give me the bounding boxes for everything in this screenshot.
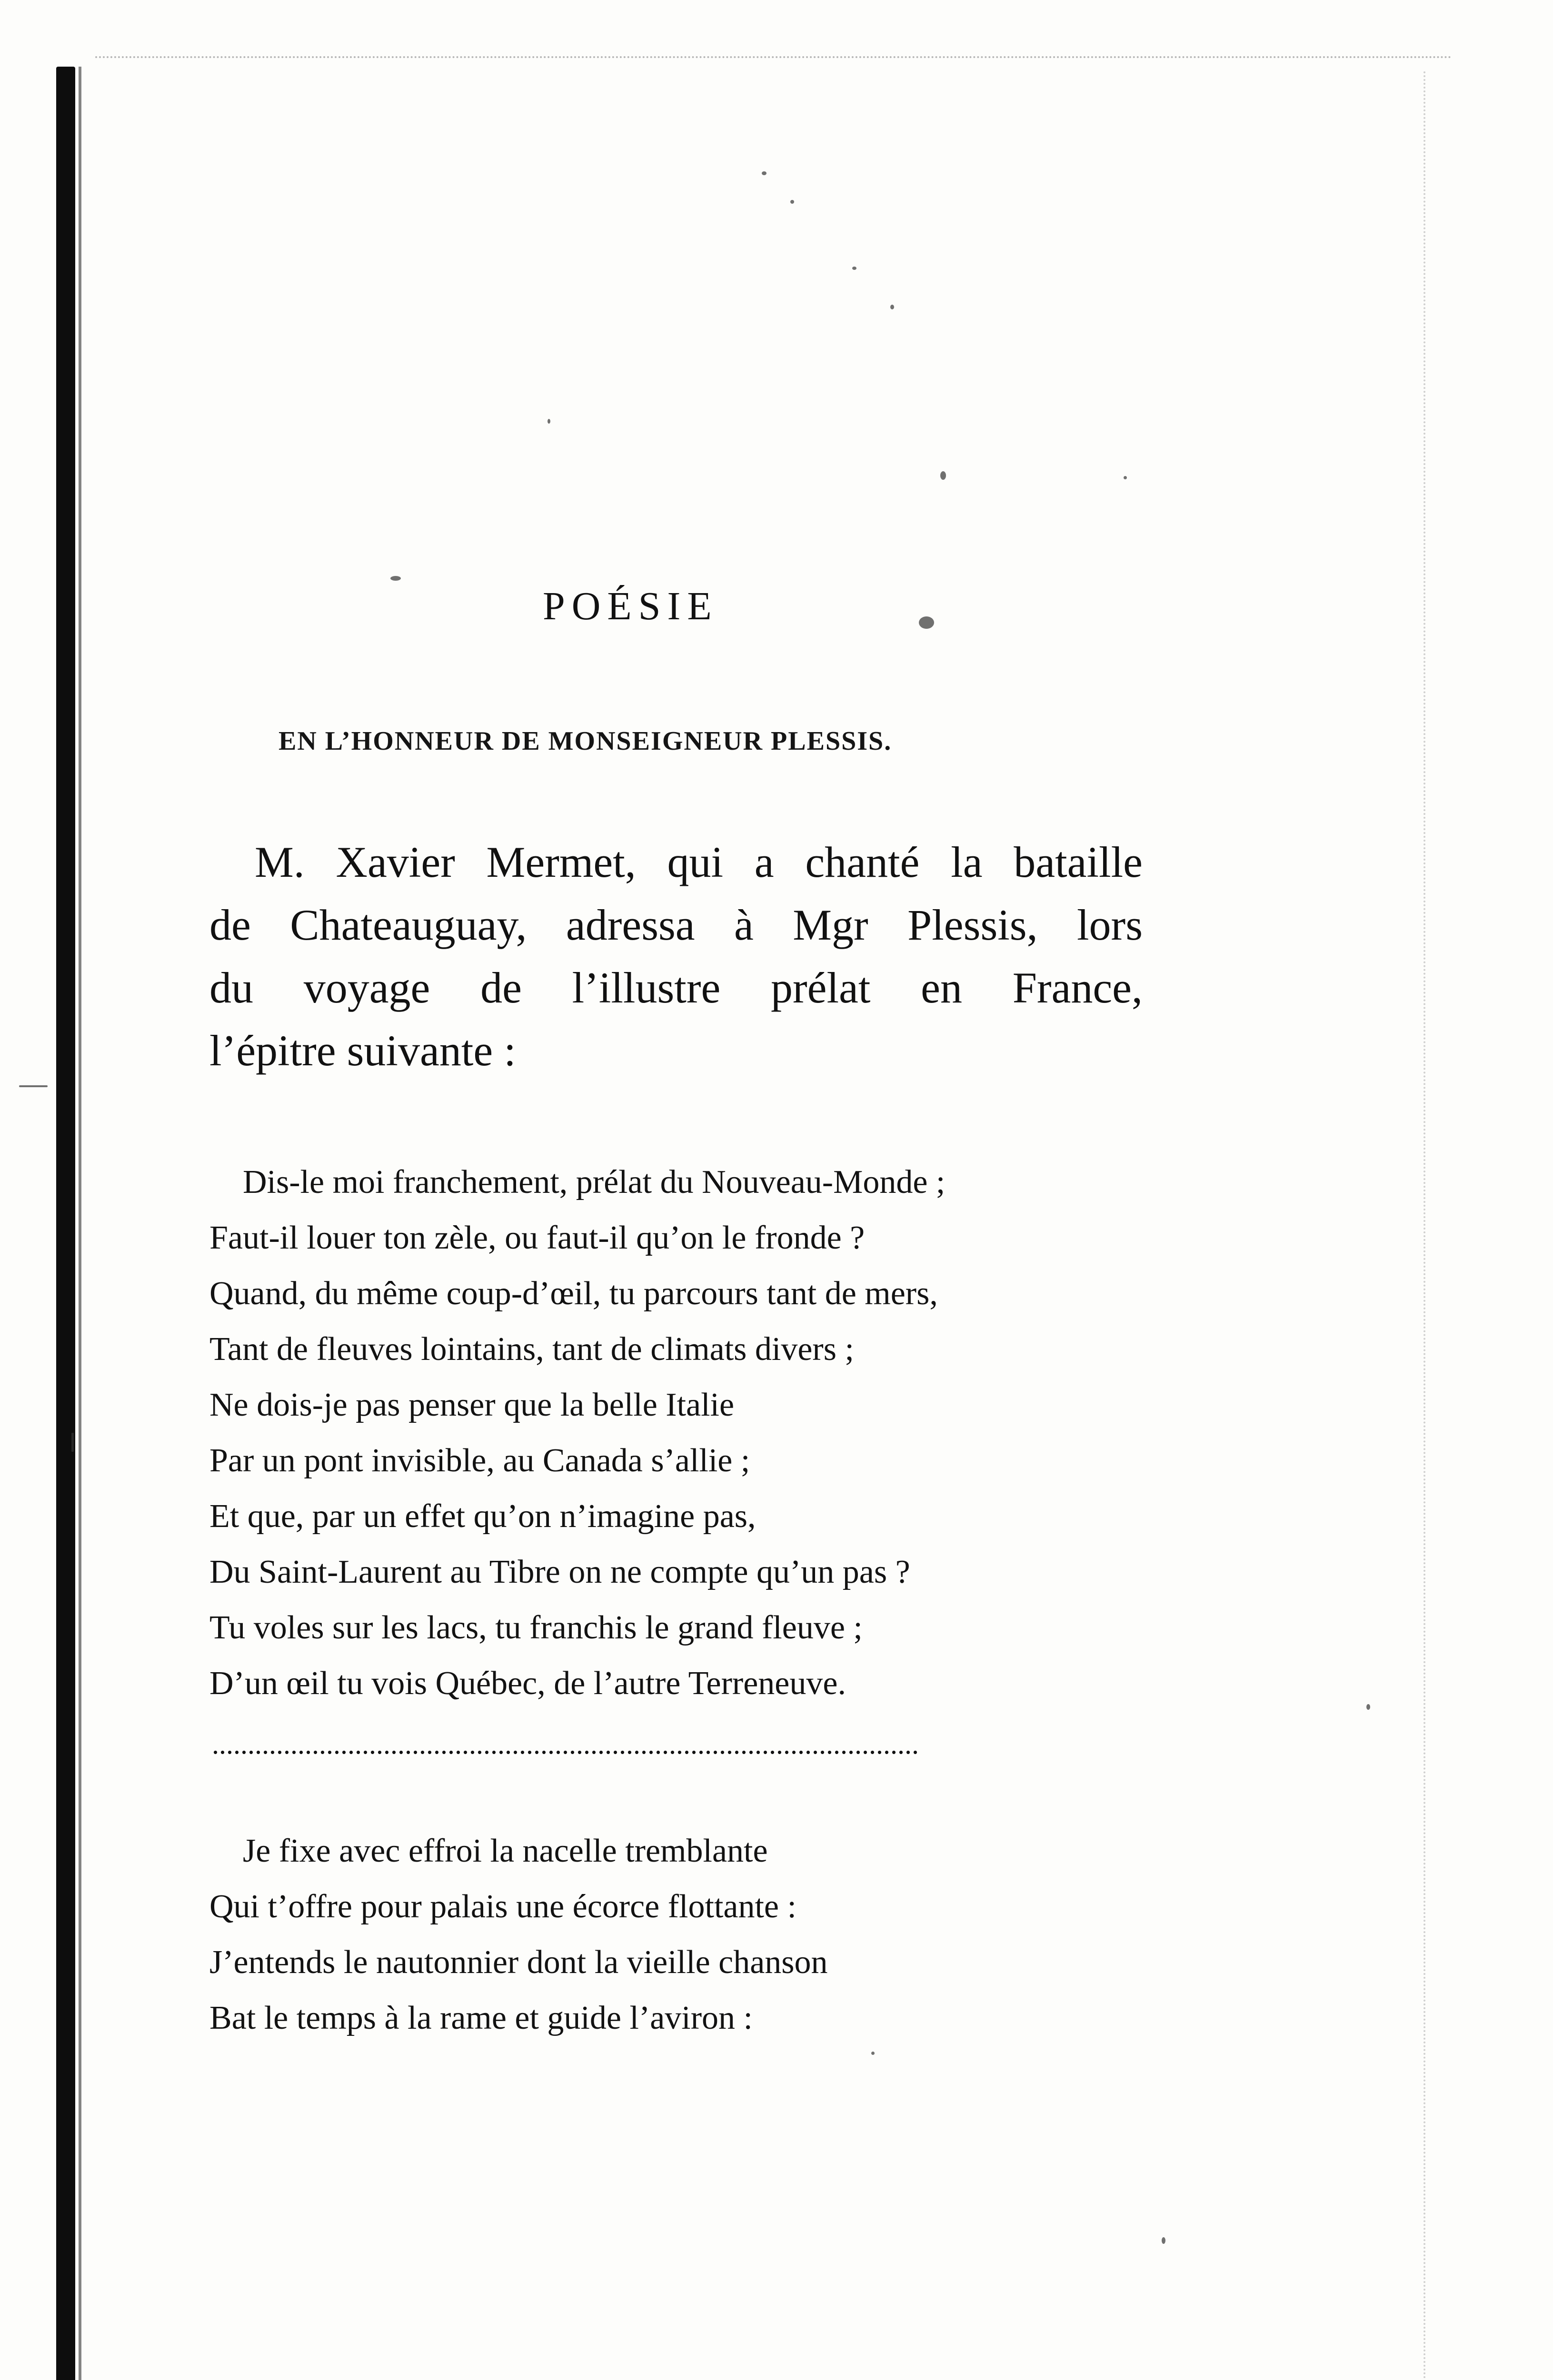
poem-line: Ne dois-je pas penser que la belle Italie — [209, 1387, 735, 1423]
poem-line: Par un pont invisible, au Canada s’allie ; — [209, 1442, 750, 1479]
scan-speck — [919, 616, 934, 629]
page-title: POÉSIE — [543, 584, 718, 628]
scan-speck — [852, 267, 856, 270]
intro-paragraph — [209, 831, 1143, 1082]
poem-line: Et que, par un effet qu’on n’imagine pas, — [209, 1498, 756, 1535]
intro-line: de Chateauguay, adressa à Mgr Plessis, lors — [209, 901, 1143, 949]
scan-speck — [762, 171, 767, 175]
scan-speck — [790, 200, 794, 204]
page-binding-edge — [56, 67, 75, 2380]
poem-line: J’entends le nautonnier dont la vieille chanson — [209, 1944, 828, 1981]
scan-speck — [871, 2052, 875, 2055]
scan-speck — [390, 576, 401, 581]
page-binding-shadow — [79, 67, 81, 2380]
scan-speck — [548, 419, 550, 424]
scan-speck — [940, 471, 946, 480]
scan-speck — [890, 305, 894, 309]
intro-line: l’épitre suivante : — [209, 1026, 516, 1075]
poem-line: Je fixe avec effroi la nacelle tremblante — [243, 1833, 768, 1869]
page-subtitle: EN L’HONNEUR DE MONSEIGNEUR PLESSIS. — [279, 726, 892, 756]
intro-line: du voyage de l’illustre prélat en France, — [209, 963, 1143, 1012]
ellipsis-separator: ................................................................................................... — [212, 1728, 919, 1760]
scan-artifact-right-line — [1424, 71, 1427, 2380]
poem-line: Tant de fleuves lointains, tant de climats divers ; — [209, 1331, 854, 1368]
poem-line: Qui t’offre pour palais une écorce flottante : — [209, 1888, 796, 1925]
scan-speck — [19, 1085, 48, 1087]
scan-speck — [1124, 476, 1127, 479]
scan-speck — [1162, 2237, 1165, 2244]
poem-stanza-2 — [209, 1823, 1152, 2046]
scan-speck — [71, 1433, 74, 1452]
poem-line: Quand, du même coup-d’œil, tu parcours tant de mers, — [209, 1275, 938, 1312]
poem-line: Dis-le moi franchement, prélat du Nouveau-Monde ; — [243, 1164, 946, 1200]
scan-speck — [1366, 1704, 1370, 1710]
poem-line: Du Saint-Laurent au Tibre on ne compte qu’un pas ? — [209, 1554, 910, 1590]
poem-stanza-1 — [209, 1154, 1152, 1711]
poem-line: Faut-il louer ton zèle, ou faut-il qu’on le fronde ? — [209, 1220, 865, 1256]
poem-line: Bat le temps à la rame et guide l’aviron : — [209, 2000, 753, 2036]
intro-line: M. Xavier Mermet, qui a chanté la bataille — [255, 838, 1143, 886]
poem-line: Tu voles sur les lacs, tu franchis le grand fleuve ; — [209, 1609, 863, 1646]
scan-artifact-top-line — [95, 56, 1452, 60]
poem-line: D’un œil tu vois Québec, de l’autre Terreneuve. — [209, 1665, 846, 1702]
